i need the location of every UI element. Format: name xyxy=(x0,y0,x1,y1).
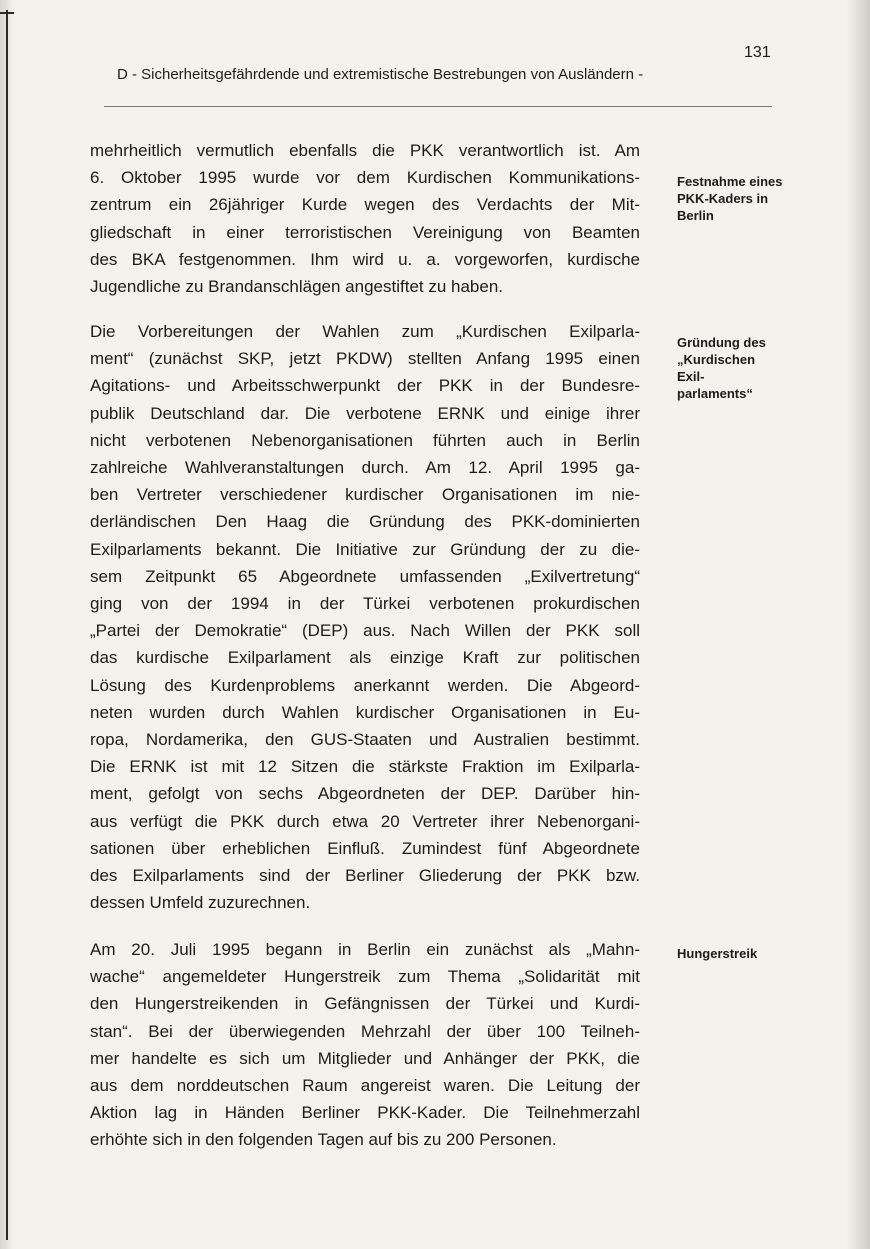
text-line: ging von der 1994 in der Türkei verbotenen prokurdischen xyxy=(90,594,640,614)
scan-edge-mark xyxy=(0,12,14,14)
text-line: aus verfügt die PKK durch etwa 20 Vertreter ihrer Nebenorgani- xyxy=(90,811,640,831)
margin-note-line: Hungerstreik xyxy=(677,946,758,961)
header-divider xyxy=(104,106,772,107)
scan-shadow-right xyxy=(846,0,870,1249)
text-line: erhöhte sich in den folgenden Tagen auf bis zu 200 Personen. xyxy=(90,1130,557,1150)
paragraph-exilparlament xyxy=(90,318,640,916)
text-line: Lösung des Kurdenproblems anerkannt werden. Die Abgeord- xyxy=(90,675,640,695)
text-line: „Partei der Demokratie“ (DEP) aus. Nach Willen der PKK soll xyxy=(90,621,640,641)
text-line: Exilparlaments bekannt. Die Initiative zur Gründung der zu die- xyxy=(90,539,640,559)
text-line: publik Deutschland dar. Die verbotene ERNK und einige ihrer xyxy=(90,403,640,423)
text-line: nicht verbotenen Nebenorganisationen führten auch in Berlin xyxy=(90,430,640,450)
text-line: zahlreiche Wahlveranstaltungen durch. Am 12. April 1995 ga- xyxy=(90,458,640,478)
margin-note-line: Berlin xyxy=(677,208,714,223)
text-line: stan“. Bei der überwiegenden Mehrzahl der über 100 Teilneh- xyxy=(90,1021,640,1041)
text-line: sem Zeitpunkt 65 Abgeordnete umfassenden „Exilvertretung“ xyxy=(90,566,640,586)
text-line: gliedschaft in einer terroristischen Vereinigung von Beamten xyxy=(90,222,640,242)
paragraph-hungerstreik xyxy=(90,936,640,1154)
text-line: ment, gefolgt von sechs Abgeordneten der DEP. Darüber hin- xyxy=(90,784,640,804)
paragraph-festnahme xyxy=(90,137,640,300)
text-line: Die Vorbereitungen der Wahlen zum „Kurdischen Exilparla- xyxy=(90,322,640,341)
text-line: des BKA festgenommen. Ihm wird u. a. vorgeworfen, kurdische xyxy=(90,249,640,269)
text-line: zentrum ein 26jähriger Kurde wegen des Verdachts der Mit- xyxy=(90,195,640,215)
text-line: ropa, Nordamerika, den GUS-Staaten und Australien bestimmt. xyxy=(90,730,640,750)
text-line: ment“ (zunächst SKP, jetzt PKDW) stellten Anfang 1995 einen xyxy=(90,349,640,369)
text-line: den Hungerstreikenden in Gefängnissen der Türkei und Kurdi- xyxy=(90,994,640,1014)
page-number: 131 xyxy=(744,44,771,61)
text-line: Jugendliche zu Brandanschlägen angestiftet zu haben. xyxy=(90,277,504,297)
text-line: mehrheitlich vermutlich ebenfalls die PKK verantwortlich ist. Am xyxy=(90,141,640,160)
text-line: ben Vertreter verschiedener kurdischer Organisationen im nie- xyxy=(90,485,640,505)
text-line: das kurdische Exilparlament als einzige Kraft zur politischen xyxy=(90,648,640,668)
text-line: des Exilparlaments sind der Berliner Gliederung der PKK bzw. xyxy=(90,866,640,886)
text-line: Agitations- und Arbeitsschwerpunkt der PKK in der Bundesre- xyxy=(90,376,640,396)
text-line: aus dem norddeutschen Raum angereist waren. Die Leitung der xyxy=(90,1076,640,1096)
running-header: D - Sicherheitsgefährdende und extremistische Bestrebungen von Ausländern - xyxy=(117,66,644,83)
text-line: mer handelte es sich um Mitglieder und Anhänger der PKK, die xyxy=(90,1048,640,1068)
text-line: dessen Umfeld zuzurechnen. xyxy=(90,893,311,913)
text-line: derländischen Den Haag die Gründung des PKK-dominierten xyxy=(90,512,640,532)
text-line: sationen über erheblichen Einfluß. Zumindest fünf Abgeordnete xyxy=(90,838,640,858)
margin-note-line: Gründung des xyxy=(677,335,766,350)
text-line: neten wurden durch Wahlen kurdischer Organisationen in Eu- xyxy=(90,702,640,722)
text-line: 6. Oktober 1995 wurde vor dem Kurdischen Kommunikations- xyxy=(90,168,640,188)
scan-edge-line xyxy=(6,10,8,1240)
margin-note-gruendung xyxy=(677,334,817,402)
margin-note-line: PKK-Kaders in xyxy=(677,191,769,206)
text-line: wache“ angemeldeter Hungerstreik zum Thema „Solidarität mit xyxy=(90,967,640,987)
margin-note-line: „Kurdischen xyxy=(677,352,756,367)
margin-note-line: Festnahme eines xyxy=(677,174,783,189)
margin-note-line: parlaments“ xyxy=(677,386,753,401)
margin-note-line: Exil- xyxy=(677,369,705,384)
margin-note-festnahme xyxy=(677,173,817,224)
text-line: Am 20. Juli 1995 begann in Berlin ein zunächst als „Mahn- xyxy=(90,940,640,959)
text-line: Aktion lag in Händen Berliner PKK-Kader. Die Teilnehmerzahl xyxy=(90,1103,640,1123)
margin-note-hungerstreik xyxy=(677,945,817,962)
text-line: Die ERNK ist mit 12 Sitzen die stärkste Fraktion im Exilparla- xyxy=(90,757,640,777)
